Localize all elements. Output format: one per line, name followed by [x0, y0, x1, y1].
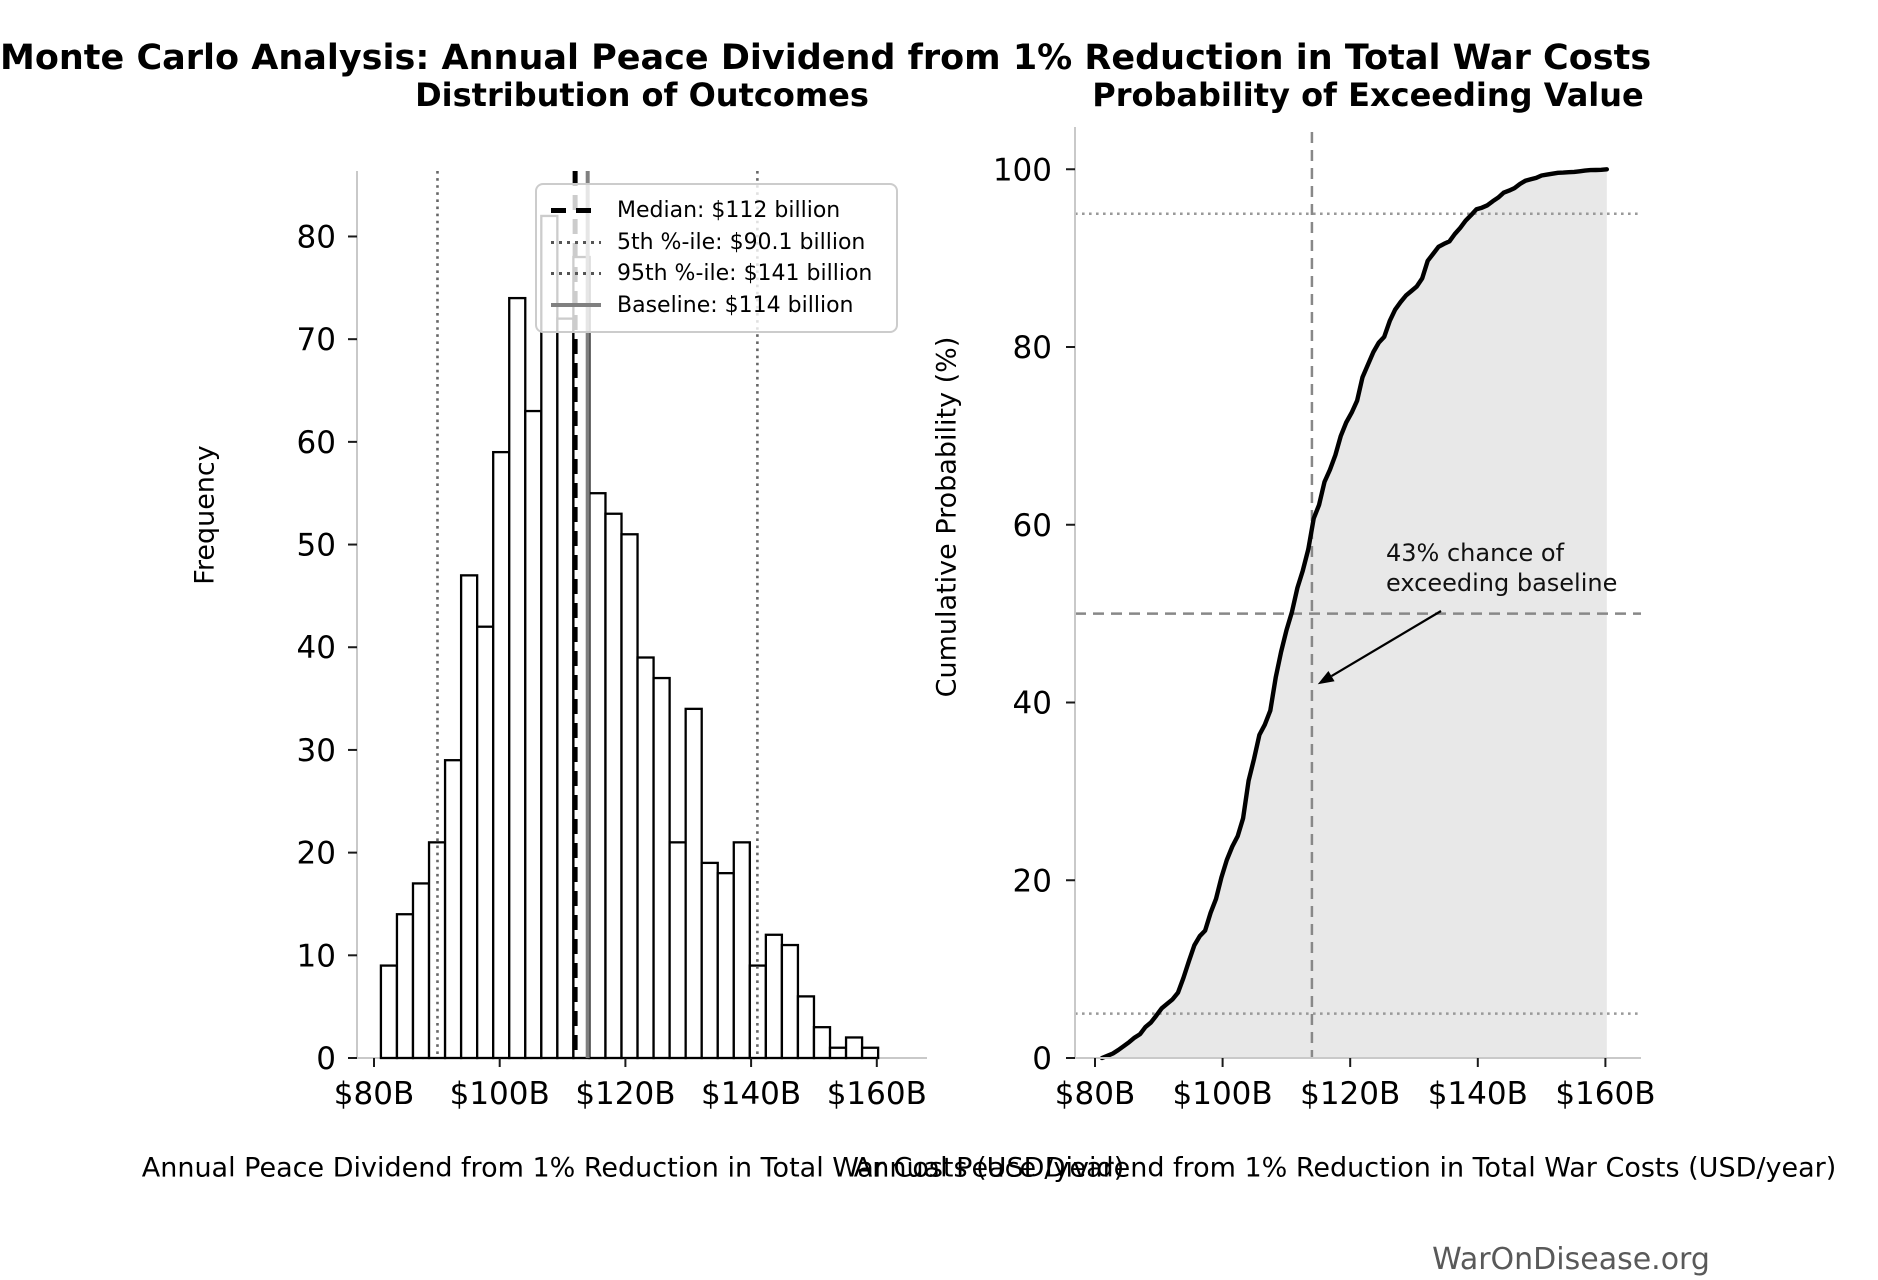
- legend-label: 5th %-ile: $90.1 billion: [617, 229, 866, 255]
- histogram-bar: [750, 966, 766, 1058]
- x-tick-label: $100B: [1172, 1076, 1273, 1112]
- histogram-bar: [862, 1048, 878, 1058]
- legend-label: Median: $112 billion: [617, 198, 841, 224]
- histogram-bar: [718, 873, 734, 1058]
- legend-item-5th-percentile: [551, 227, 882, 259]
- y-tick-label: 10: [296, 938, 336, 975]
- histogram-bar: [589, 493, 605, 1058]
- histogram-bar: [766, 935, 782, 1058]
- solid-line-icon: [551, 303, 601, 307]
- legend-label: Baseline: $114 billion: [617, 292, 854, 318]
- histogram-x-axis-label: Annual Peace Dividend from 1% Reduction in Total War Costs (USD/year): [141, 1152, 1125, 1184]
- y-tick-label: 50: [296, 527, 336, 564]
- histogram-bar: [605, 514, 621, 1058]
- x-tick-label: $120B: [1300, 1076, 1401, 1112]
- y-tick-label: 80: [1012, 330, 1052, 366]
- annotation-line-2: exceeding baseline: [1386, 569, 1618, 597]
- dotted-line-icon: [551, 272, 601, 275]
- y-tick-label: 80: [296, 219, 336, 256]
- legend-item-95th-percentile: [551, 258, 882, 290]
- histogram-bar: [814, 1027, 830, 1058]
- main-title: Monte Carlo Analysis: Annual Peace Dividend from 1% Reduction in Total War Costs: [0, 38, 1652, 78]
- cdf-title: Probability of Exceeding Value: [1092, 76, 1644, 114]
- histogram-bar: [830, 1048, 846, 1058]
- footer-credit: WarOnDisease.org: [1432, 1242, 1710, 1277]
- x-tick-label: $120B: [575, 1076, 676, 1112]
- y-tick-label: 20: [296, 835, 336, 872]
- histogram-bar: [622, 534, 638, 1058]
- histogram-bar: [445, 760, 461, 1058]
- legend: [535, 183, 898, 333]
- legend-item-median: [551, 195, 882, 227]
- histogram-bar: [846, 1037, 862, 1058]
- histogram-bar: [654, 678, 670, 1058]
- histogram-bar: [782, 945, 798, 1058]
- histogram-bar: [686, 709, 702, 1058]
- cdf-y-axis-label: Cumulative Probability (%): [931, 336, 963, 698]
- histogram-bar: [541, 216, 557, 1058]
- histogram-bar: [734, 842, 750, 1058]
- y-tick-label: 60: [1012, 507, 1052, 544]
- x-tick-label: $140B: [1427, 1076, 1528, 1112]
- x-tick-label: $100B: [449, 1076, 550, 1112]
- y-tick-label: 100: [992, 152, 1052, 189]
- histogram-title: Distribution of Outcomes: [415, 76, 869, 114]
- histogram-bar: [525, 411, 541, 1058]
- y-tick-label: 40: [1012, 685, 1052, 722]
- histogram-bar: [509, 298, 525, 1058]
- x-tick-label: $80B: [333, 1076, 415, 1112]
- histogram-bar: [477, 627, 493, 1058]
- histogram-bar: [493, 452, 509, 1058]
- histogram-y-axis-label: Frequency: [189, 445, 221, 585]
- x-tick-label: $160B: [826, 1076, 927, 1112]
- histogram-bar: [397, 914, 413, 1058]
- histogram-bar: [638, 658, 654, 1058]
- y-tick-label: 70: [296, 322, 336, 359]
- annotation-line-1: 43% chance of: [1386, 539, 1565, 567]
- y-tick-label: 30: [296, 732, 336, 769]
- y-tick-label: 0: [316, 1041, 336, 1077]
- legend-item-baseline: [551, 290, 882, 322]
- histogram-bar: [798, 996, 814, 1058]
- x-tick-label: $80B: [1054, 1076, 1136, 1112]
- y-tick-label: 0: [1032, 1041, 1052, 1077]
- histogram-bar: [381, 966, 397, 1058]
- annotation-text: [1386, 538, 1617, 598]
- histogram-bar: [461, 575, 477, 1058]
- histogram-bar: [413, 883, 429, 1058]
- legend-label: 95th %-ile: $141 billion: [617, 261, 873, 287]
- cdf-x-axis-label: Annual Peace Dividend from 1% Reduction in Total War Costs (USD/year): [853, 1152, 1837, 1184]
- histogram-bar: [670, 842, 686, 1058]
- x-tick-label: $140B: [701, 1076, 802, 1112]
- dotted-line-icon: [551, 241, 601, 244]
- histogram-bar: [702, 863, 718, 1058]
- y-tick-label: 20: [1012, 863, 1052, 900]
- x-tick-label: $160B: [1555, 1076, 1656, 1112]
- y-tick-label: 60: [296, 424, 336, 461]
- y-tick-label: 40: [296, 630, 336, 667]
- histogram-bar: [557, 319, 573, 1058]
- dashed-line-icon: [551, 208, 601, 213]
